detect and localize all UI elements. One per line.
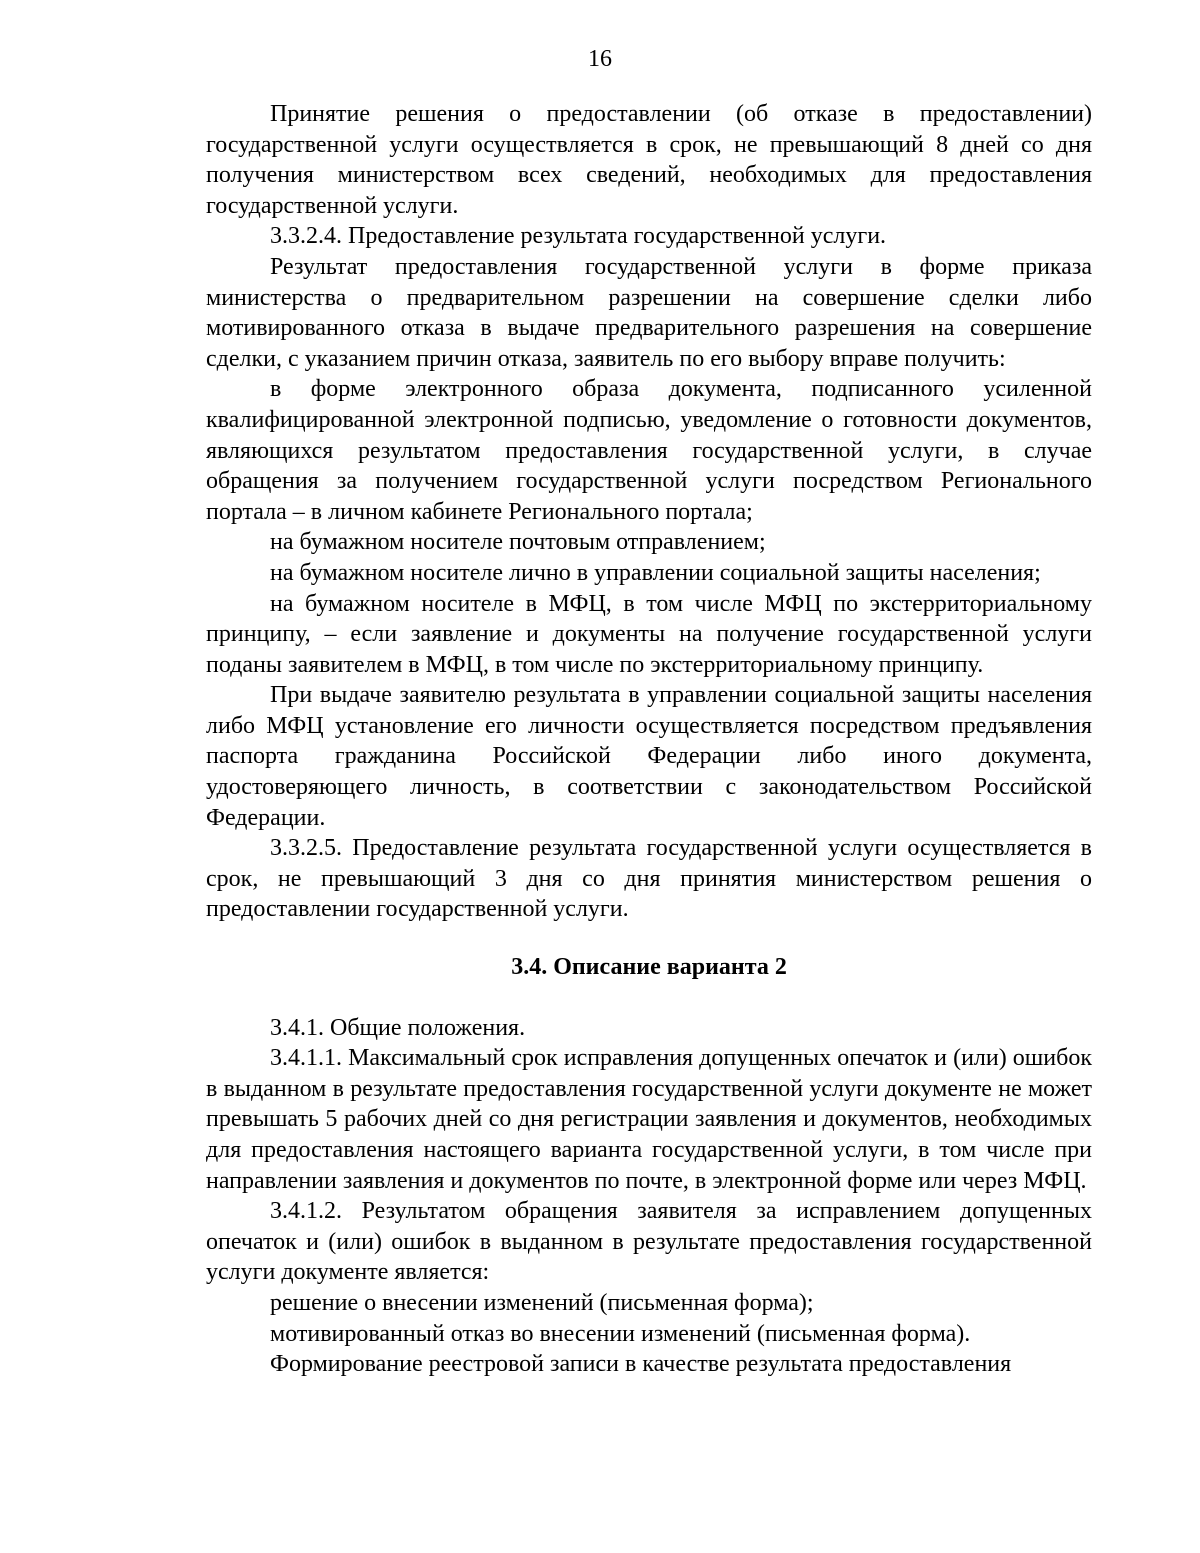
paragraph: 3.3.2.4. Предоставление результата государственной услуги. [270,223,887,250]
paragraph: 3.4.1.2. Результатом обращения заявителя за исправлением допущенных опечаток и (или) ошибок в выданном в результате предоставления государственной услуги документе является: [206,1198,1092,1286]
paragraph: на бумажном носителе лично в управлении социальной защиты населения; [270,559,1041,586]
section-heading: 3.4. Описание варианта 2 [511,954,787,981]
paragraph: 3.3.2.5. Предоставление результата государственной услуги осуществляется в срок, не превышающий 3 дня со дня принятия министерством решения о предоставлении государственной услуги. [206,835,1092,923]
paragraph: решение о внесении изменений (письменная форма); [270,1289,814,1316]
paragraph: на бумажном носителе в МФЦ, в том числе МФЦ по экстерриториальному принципу, – если заявление и документы на получение государственной услуги поданы заявителем в МФЦ, в том числе по экстерриториальному принципу. [206,590,1092,678]
paragraph: Формирование реестровой записи в качестве результата предоставления [270,1351,1012,1378]
page-number: 16 [588,46,612,72]
paragraph: в форме электронного образа документа, подписанного усиленной квалифицированной электронной подписью, уведомление о готовности документов, являющихся результатом предоставления государственной услуги, в случае обращения за получением государственной услуги посредством Регионального портала – в личном кабинете Регионального портала; [206,376,1092,525]
paragraph: Принятие решения о предоставлении (об отказе в предоставлении) государственной услуги осуществляется в срок, не превышающий 8 дней со дня получения министерством всех сведений, необходимых для предоставления государственной услуги. [206,101,1092,219]
paragraph: 3.4.1.1. Максимальный срок исправления допущенных опечаток и (или) ошибок в выданном в результате предоставления государственной услуги документе не может превышать 5 рабочих дней со дня регистрации заявления и документов, необходимых для предоставления настоящего варианта государственной услуги, в том числе при направлении заявления и документов по почте, в электронной форме или через МФЦ. [206,1045,1092,1194]
paragraph: Результат предоставления государственной услуги в форме приказа министерства о предварительном разрешении на совершение сделки либо мотивированного отказа в выдаче предварительного разрешения на совершение сделки, с указанием причин отказа, заявитель по его выбору вправе получить: [206,253,1092,372]
paragraph: При выдаче заявителю результата в управлении социальной защиты населения либо МФЦ установление его личности осуществляется посредством предъявления паспорта гражданина Российской Федерации либо иного документа, удостоверяющего личность, в соответствии с законодательством Российской Федерации. [206,682,1092,831]
paragraph: 3.4.1. Общие положения. [270,1014,526,1041]
document-body [206,99,1092,1380]
paragraph: мотивированный отказ во внесении изменений (письменная форма). [270,1320,971,1347]
paragraph: на бумажном носителе почтовым отправлением; [270,529,766,556]
